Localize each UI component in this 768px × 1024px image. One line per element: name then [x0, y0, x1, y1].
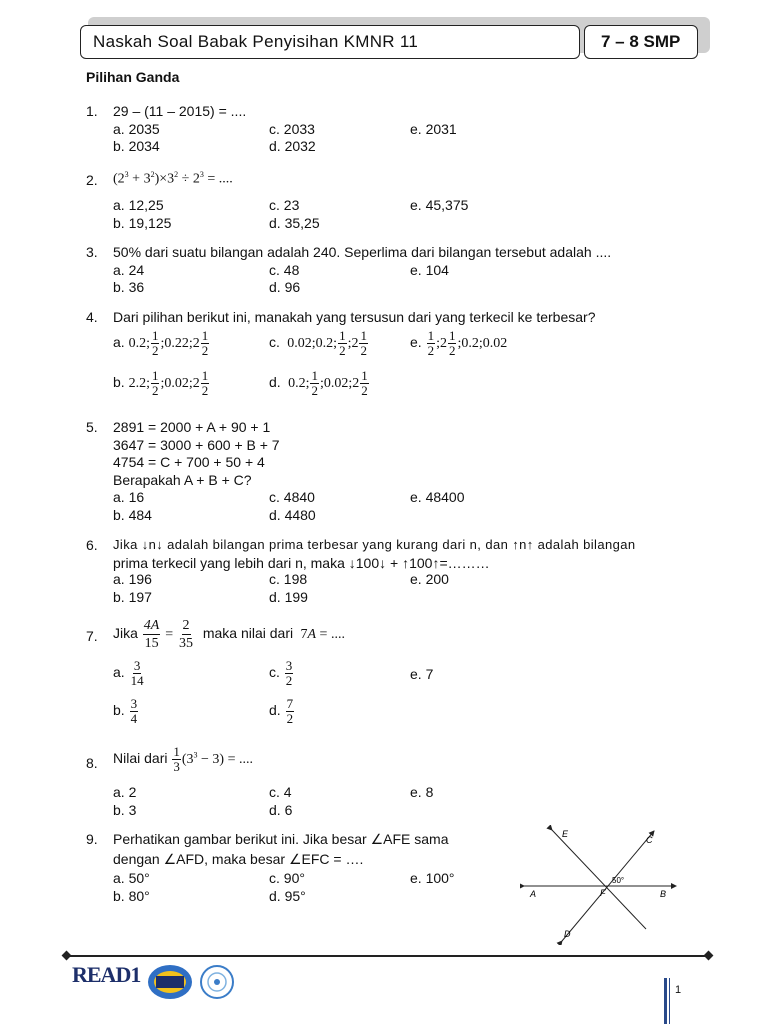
q7-option-a: a. $\frac{3}{14}$ [113, 658, 144, 688]
q5-number: 5. [86, 419, 98, 435]
label-c: C [646, 835, 653, 845]
q3-text: 50% dari suatu bilangan adalah 240. Seperlima dari bilangan tersebut adalah .... [113, 244, 612, 260]
q9-option-a: a. 50° [113, 870, 150, 886]
q8-option-b: b. 3 [113, 802, 137, 818]
header-grade: 7 – 8 SMP [601, 32, 681, 51]
q8-option-a: a. 2 [113, 784, 137, 800]
q9-line2: dengan ∠AFD, maka besar ∠EFC = …. [113, 851, 364, 867]
page-number-bar-thin [669, 978, 670, 1024]
footer-divider-left-end [62, 951, 72, 961]
q1-text: 29 – (11 – 2015) = .... [113, 103, 247, 119]
q2-option-d: d. 35,25 [269, 215, 320, 231]
q8-option-d: d. 6 [269, 802, 293, 818]
header-title-box [80, 25, 580, 59]
q6-option-e: e. 200 [410, 571, 449, 587]
q3-option-e: e. 104 [410, 262, 449, 278]
q4-option-a: a. 0.2; $\frac{1}{2}$ ;0.22;2 $\frac{1}{2}$ [113, 328, 209, 358]
label-f: F [600, 888, 606, 898]
header-title: Naskah Soal Babak Penyisihan KMNR 11 [93, 32, 419, 51]
q1-option-c: c. 2033 [269, 121, 315, 137]
olympiad-logo [196, 962, 238, 1004]
angle-label: 50° [612, 876, 625, 885]
q9-angle-figure [520, 825, 680, 945]
q4-option-d: d. 0.2; $\frac{1}{2}$ ;0.02;2 $\frac{1}{2}$ [269, 368, 368, 398]
q9-option-d: d. 95° [269, 888, 306, 904]
q3-option-b: b. 36 [113, 279, 145, 295]
q9-option-b: b. 80° [113, 888, 150, 904]
label-b: B [660, 889, 667, 899]
q1-option-e: e. 2031 [410, 121, 457, 137]
q9-number: 9. [86, 831, 98, 847]
q3-number: 3. [86, 244, 98, 260]
q6-option-d: d. 199 [269, 589, 308, 605]
q8-number: 8. [86, 755, 98, 771]
q2-option-b: b. 19,125 [113, 215, 172, 231]
q1-number: 1. [86, 103, 98, 119]
q1-option-d: d. 2032 [269, 138, 316, 154]
q3-option-c: c. 48 [269, 262, 300, 278]
q5-line2: 3647 = 3000 + 600 + B + 7 [113, 437, 280, 453]
footer-divider-right-end [704, 951, 714, 961]
q6-line2: prima terkecil yang lebih dari n, maka ↓100↓ + ↑100↑=……… [113, 555, 490, 571]
q8-option-c: c. 4 [269, 784, 292, 800]
q6-option-b: b. 197 [113, 589, 152, 605]
read1-logo: READ1 [72, 962, 141, 987]
section-title: Pilihan Ganda [86, 69, 180, 85]
label-e: E [562, 829, 569, 839]
q4-text: Dari pilihan berikut ini, manakah yang tersusun dari yang terkecil ke terbesar? [113, 309, 596, 325]
header-grade-box [584, 25, 698, 59]
q2-number: 2. [86, 172, 98, 188]
q6-line1: Jika ↓n↓ adalah bilangan prima terbesar yang kurang dari n, dan ↑n↑ adalah bilangan [113, 537, 636, 552]
q1-option-b: b. 2034 [113, 138, 160, 154]
footer-divider [66, 955, 712, 957]
q5-option-d: d. 4480 [269, 507, 316, 523]
q9-line1: Perhatikan gambar berikut ini. Jika besar ∠AFE sama [113, 831, 449, 847]
q4-option-e: e. $\frac{1}{2}$ ;2 $\frac{1}{2}$ ;0.2;0.02 [410, 328, 508, 358]
q2-option-e: e. 45,375 [410, 197, 469, 213]
q9-option-c: c. 90° [269, 870, 305, 886]
q7-option-b: b. $\frac{3}{4}$ [113, 696, 138, 726]
q6-option-c: c. 198 [269, 571, 308, 587]
q9-option-e: e. 100° [410, 870, 455, 886]
q7-option-c: c. $\frac{3}{2}$ [269, 658, 293, 688]
q7-number: 7. [86, 628, 98, 644]
label-a: A [530, 889, 537, 899]
page-number-bar [664, 978, 667, 1024]
q5-line1: 2891 = 2000 + A + 90 + 1 [113, 419, 271, 435]
kpm-logo [146, 962, 194, 1002]
q3-option-d: d. 96 [269, 279, 301, 295]
q8-option-e: e. 8 [410, 784, 434, 800]
q5-option-e: e. 48400 [410, 489, 465, 505]
q7-option-e: e. 7 [410, 666, 434, 682]
q5-option-b: b. 484 [113, 507, 152, 523]
q2-expression: $(2^3 + 3^2)\times 3^2 \div 2^3$ = .... [113, 170, 233, 187]
label-d: D [564, 929, 571, 939]
q3-option-a: a. 24 [113, 262, 145, 278]
q8-expression: Nilai dari $\frac{1}{3}$ $(3^3 - 3)$ = .... [113, 744, 253, 774]
q6-option-a: a. 196 [113, 571, 152, 587]
q5-option-c: c. 4840 [269, 489, 315, 505]
q2-option-c: c. 23 [269, 197, 300, 213]
q7-expression: Jika $\frac{4A}{15}$ = $\frac{2}{35}$ maka nilai dari 7A = .... [113, 618, 345, 651]
q2-option-a: a. 12,25 [113, 197, 164, 213]
q4-option-c: c. 0.02;0.2; $\frac{1}{2}$ ;2 $\frac{1}{2}$ [269, 328, 367, 358]
page-number: 1 [675, 984, 682, 996]
q4-option-b: b. 2.2; $\frac{1}{2}$ ;0.02;2 $\frac{1}{2}$ [113, 368, 209, 398]
q6-number: 6. [86, 537, 98, 553]
q5-option-a: a. 16 [113, 489, 145, 505]
q5-line4: Berapakah A + B + C? [113, 472, 252, 488]
line-ef [552, 830, 646, 929]
q1-option-a: a. 2035 [113, 121, 160, 137]
q7-option-d: d. $\frac{7}{2}$ [269, 696, 294, 726]
q4-number: 4. [86, 309, 98, 325]
q5-line3: 4754 = C + 700 + 50 + 4 [113, 454, 265, 470]
